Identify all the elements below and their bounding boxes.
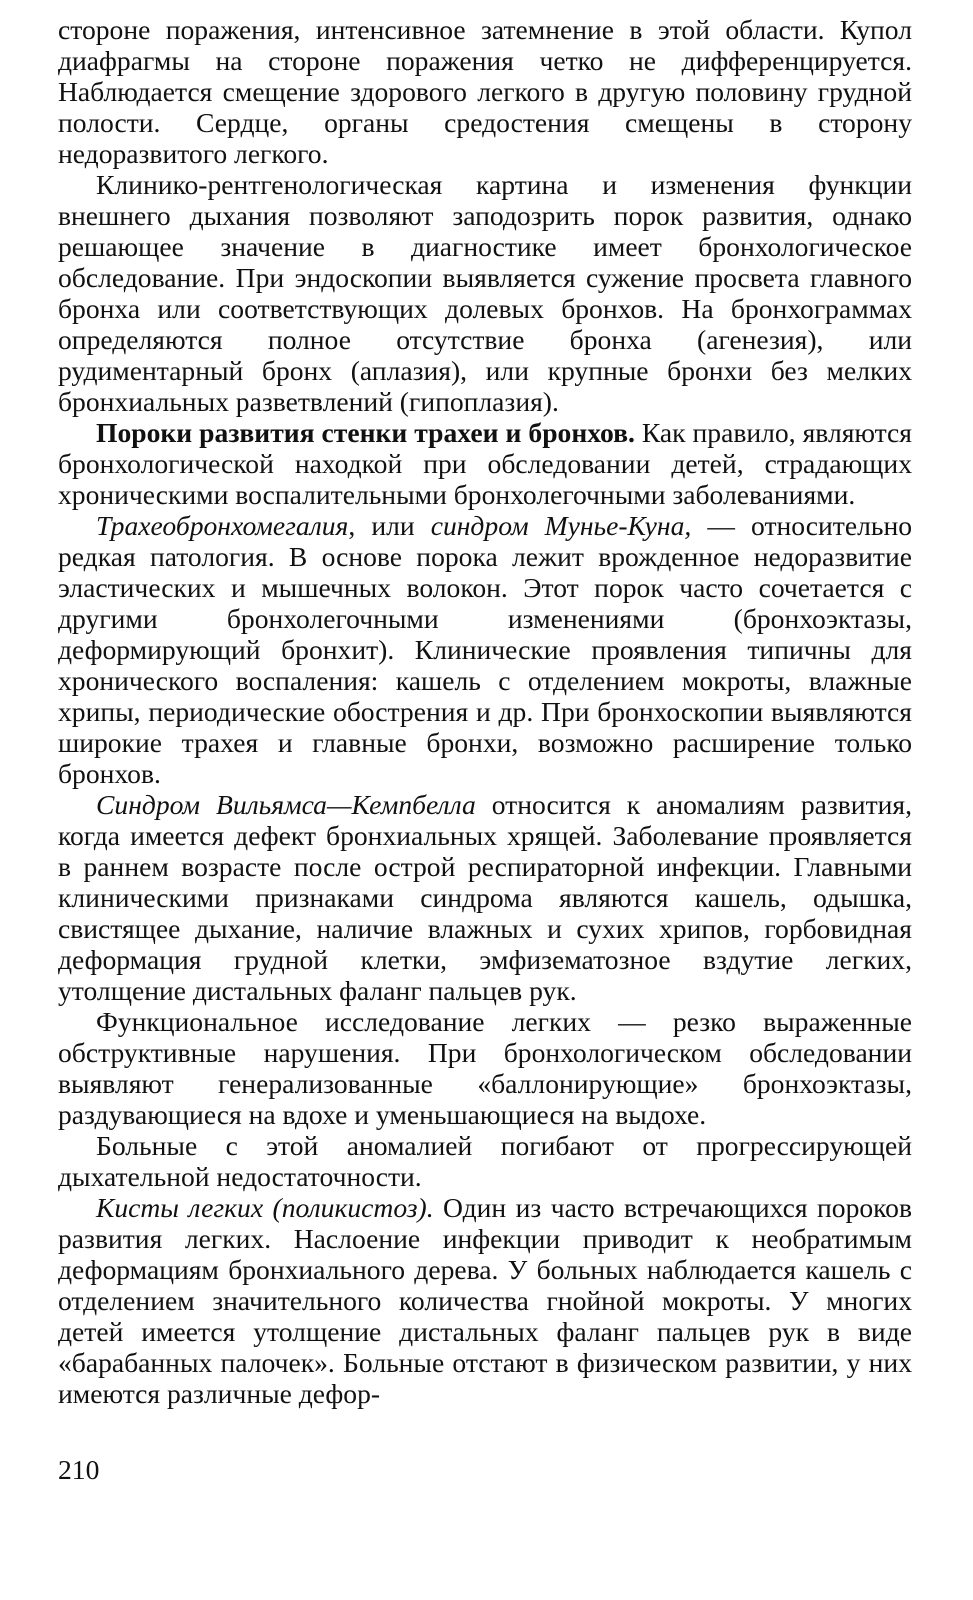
paragraph-williams-campbell (58, 789, 912, 1006)
term-mounier-kuhn: синдром Мунье-Куна, (430, 510, 692, 541)
paragraph-tracheobronchomegaly-text: — относительно редкая патология. В основе порока лежит врожденное недоразвитие эластических и мышечных волокон. Этот порок часто сочетается с другими бронхолегочными изменениями (бронхоэктазы, деформирующий бронхит). Клинические проявления типичны для хронического воспаления: кашель с отделением мокроты, влажные хрипы, периодические обострения и др. При бронхоскопии выявляются широкие трахея и главные бронхи, возможно расширение только бронхов. (58, 510, 913, 789)
paragraph-lung-cysts-text: Один из часто встречающихся пороков развития легких. Наслоение инфекции приводит к необратимым деформациям бронхиального дерева. У больных наблюдается кашель с отделением значительного количества гнойной мокроты. У многих детей имеется утолщение дистальных фаланг пальцев рук в виде «барабанных палочек». Больные отстают в физическом развитии, у них имеются различные дефор- (58, 1192, 912, 1409)
term-williams-campbell: Синдром Вильямса—Кемпбелла (96, 789, 476, 820)
paragraph-diagnostics: Клинико-рентгенологическая картина и изменения функции внешнего дыхания позволяют заподозрить порок развития, однако решающее значение в диагностике имеет бронхологическое обследование. При эндоскопии выявляется сужение просвета главного бронха или соответствующих долевых бронхов. На бронхограммах определяются полное отсутствие бронха (агенезия), или рудиментарный бронх (аплазия), или крупные бронхи без мелких бронхиальных разветвлений (гипоплазия). (58, 169, 912, 417)
term-connector: , или (348, 510, 431, 541)
paragraph-functional-study: Функциональное исследование легких — резко выраженные обструктивные нарушения. При бронхологическом обследовании выявляют генерализованные «баллонирующие» бронхоэктазы, раздувающиеся на вдохе и уменьшающиеся на выдохе. (58, 1006, 912, 1130)
paragraph-prognosis: Больные с этой аномалией погибают от прогрессирующей дыхательной недостаточности. (58, 1130, 912, 1192)
paragraph-continuation: стороне поражения, интенсивное затемнение в этой области. Купол диафрагмы на стороне поражения четко не дифференцируется. Наблюдается смещение здорового легкого в другую половину грудной полости. Сердце, органы средостения смещены в сторону недоразвитого легкого. (58, 14, 912, 169)
term-tracheobronchomegaly: Трахеобронхомегалия (96, 510, 349, 541)
section-heading-wall-defects: Пороки развития стенки трахеи и бронхов. (96, 417, 635, 448)
paragraph-wall-defects-text: Как правило, являются бронхологической находкой при обследовании детей, страдающих хроническими воспалительными бронхолегочными заболеваниями. (58, 417, 912, 510)
page-text-body (58, 14, 912, 1409)
paragraph-wall-defects (58, 417, 912, 510)
paragraph-lung-cysts (58, 1192, 912, 1409)
paragraph-williams-campbell-text: относится к аномалиям развития, когда имеется дефект бронхиальных хрящей. Заболевание проявляется в раннем возрасте после острой респираторной инфекции. Главными клиническими признаками синдрома являются кашель, одышка, свистящее дыхание, наличие влажных и сухих хрипов, горбовидная деформация грудной клетки, эмфизематозное вздутие легких, утолщение дистальных фаланг пальцев рук. (58, 789, 912, 1006)
page-number: 210 (58, 1454, 100, 1485)
term-lung-cysts: Кисты легких (поликистоз). (96, 1192, 434, 1223)
paragraph-tracheobronchomegaly (58, 510, 912, 789)
